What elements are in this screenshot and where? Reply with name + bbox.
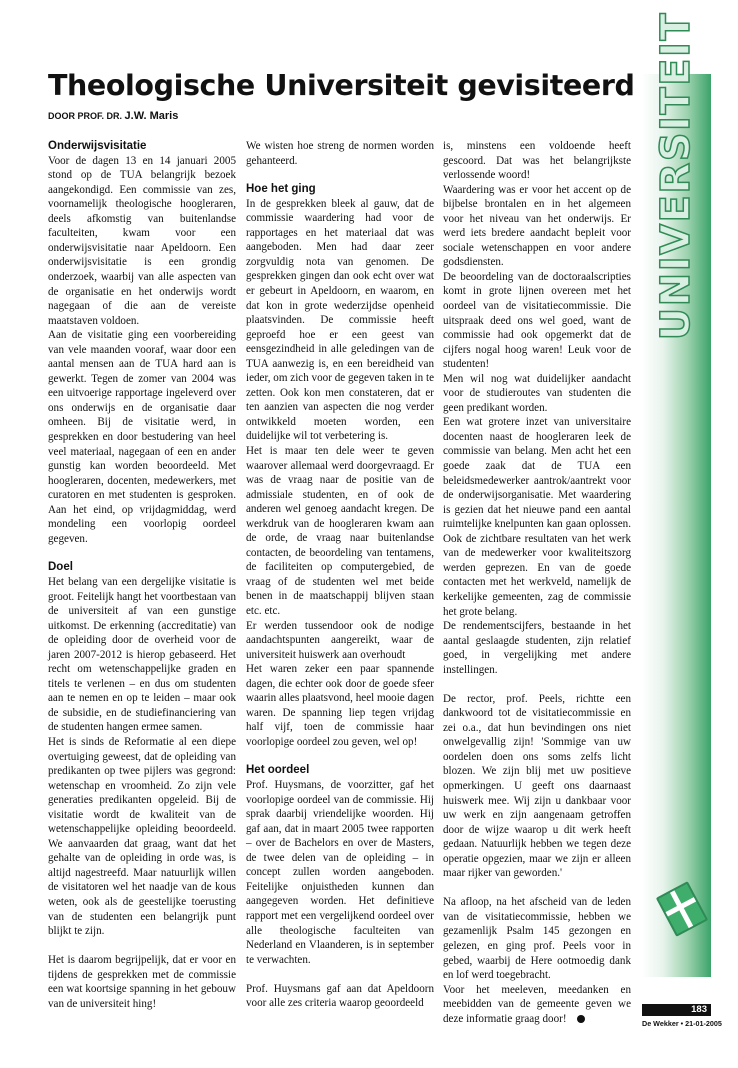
paragraph: Het is sinds de Reformatie al een diepe overtuiging geweest, dat de opleiding van predikanten op twee pijlers was gegrond: wetenschap en vroomheid. Zo zijn vele generaties predikanten opgeleid. Bij de visitatie wordt de kwaliteit van de wetenschappelijke opleiding beoordeeld. We aanvaarden dat graag, want dat het gehalte van de opleiding in orde was, is altijd nagestreefd. Maar natuurlijk willen de visitatoren wel het naadje van de kous weten, ook als de geestelijke toerusting van de studenten een belangrijk punt blijkt te zijn. <box>48 735 236 938</box>
paragraph: Het is daarom begrijpelijk, dat er voor en tijdens de gesprekken met de commissie een wat koortsige spanning in het gebouw van de universiteit hing! <box>48 954 236 1010</box>
paragraph: Prof. Huysmans gaf aan dat Apeldoorn voor alle zes criteria waarop geoordeeld <box>246 982 434 1010</box>
section-label-text: UNIVERSITEIT <box>653 11 699 341</box>
section-heading: Het oordeel <box>246 764 310 777</box>
section-heading: Doel <box>48 561 73 574</box>
paragraph: Het is maar ten dele weer te geven waarover allemaal werd doorgevraagd. Er was de vraag naar de positie van de admissiale studenten, en of ook de anderen wel genoeg aandacht kregen. De werkdruk van de hoogleraren kwam aan de orde, de vraag naar buitenlandse contacten, de beoordeling van tentamens, de faciliteiten op computergebied, de vraag of de studenten wel met beide benen in de maatschappij blijven staan etc. etc. <box>246 444 434 617</box>
bible-logo-icon <box>652 877 712 941</box>
section-heading: Onderwijsvisitatie <box>48 140 147 152</box>
paragraph: In de gesprekken bleek al gauw, dat de commissie waardering had voor de rapportages en het materiaal dat was aangeboden. Men had daar zeer zorgvuldig nota van genomen. De gesprekken gingen dan ook echt over wat er gebeurt in Apeldoorn, en waarom, en dat kon in grote wederzijdse openheid plaatsvinden. De commissie heeft geproefd hoe er een geest van eensgezindheid in alle geledingen van de TUA aanwezig is, en een bereidheid van ieder, om zich voor de gegeven taken in te zetten. Ook kon men constateren, dat er ten aanzien van aspecten die nog verder ontwikkeld moeten worden, een duidelijke wil tot verbetering is. <box>246 197 434 443</box>
byline <box>48 109 178 123</box>
paragraph: is, minstens een voldoende heeft gescoord. Dat was het belangrijkste verlossende woord! <box>443 140 631 182</box>
paragraph: Aan de visitatie ging een voorbereiding van vele maanden vooraf, waar door een aantal mensen aan de TUA hard aan is gewerkt. Tegen de zomer van 2004 was een uitvoerige rapportage ingeleverd over ons onderwijs en de organisatie daar omheen. Bij de visitatie werd, in gesprekken en door bestudering van heel veel materiaal, nagegaan of een en ander gunstig kan worden beoordeeld. Met hoogleraren, docenten, medewerkers, met curatoren en met studenten is gesproken. Aan het eind, op vrijdagmiddag, werd mondeling een voorlopig oordeel gegeven. <box>48 329 236 545</box>
column-1 <box>48 139 236 1011</box>
closing-paragraph <box>443 983 631 1027</box>
byline-author: J.W. Maris <box>124 110 179 122</box>
byline-prefix: DOOR PROF. DR. <box>48 111 123 121</box>
end-mark-icon <box>577 1015 585 1023</box>
paragraph: Er werden tussendoor ook de nodige aandachtspunten aangereikt, waar de universiteit huiswerk aan overhoudt <box>246 619 434 661</box>
column-3 <box>443 139 631 1026</box>
paragraph: Prof. Huysmans, de voorzitter, gaf het voorlopige oordeel van de commissie. Hij sprak daarbij vriendelijke woorden. Hij gaf aan, dat in maart 2005 twee rapporten – over de Bachelors en over de Masters, de twee delen van de opleiding – in concept zullen worden aangeboden. Feitelijke onjuistheden kunnen dan aangegeven worden. Het definitieve rapport met een vergelijkend oordeel over alle theologische faculteiten van Nederland en Vlaanderen, is in september te verwachten. <box>246 779 434 966</box>
paragraph: Na afloop, na het afscheid van de leden van de visitatiecommissie, hebben we gezamenlijk Psalm 145 gezongen en gelezen, en ging prof. Peels voor in gebed, waarbij de Here ootmoedig dank en lof werd toegebracht. <box>443 896 631 982</box>
paragraph: De beoordeling van de doctoraalscripties komt in grote lijnen overeen met het oordeel van de visitatiecommissie. Die uitspraak deed ons wel goed, want de commissie had ook opgemerkt dat de cijfers nogal hoog waren! Leuk voor de studenten! <box>443 270 631 371</box>
paragraph: Waardering was er voor het accent op de bijbelse brontalen en in het algemeen voor het niveau van het onderwijs. Er werd iets bredere aandacht bepleit voor sociale wetenschappen en voor andere godsdiensten. <box>443 183 631 269</box>
paragraph: Een wat grotere inzet van universitaire docenten naast de hoogleraren leek de commissie van belang. Men acht het een goede zaak dat de TUA een beleidsmedewerker aantrok/aantrekt voor de onderwijsorganisatie. Met waardering is gezien dat het nieuwe pand een aantal ruimtelijke knelpunten kan gaan oplossen. Ook de zichtbare resultaten van het werk van de medewerker voor kwaliteitszorg werden geprezen. En van de goede contacten met het werkveld, namelijk de kerkelijke gemeenten, zag de commissie het grote belang. <box>443 416 631 618</box>
footer-publication: De Wekker • 21-01-2005 <box>642 1019 722 1028</box>
article-title: Theologische Universiteit gevisiteerd <box>48 69 635 102</box>
page-number: 183 <box>691 1004 707 1015</box>
section-heading: Hoe het ging <box>246 183 316 196</box>
closing-text: Voor het meeleven, meedanken en meebidden van de gemeente geven we deze informatie graag door! <box>443 983 631 1025</box>
paragraph: We wisten hoe streng de normen worden gehanteerd. <box>246 140 434 167</box>
column-2 <box>246 139 434 1011</box>
paragraph: De rendementscijfers, bestaande in het aantal geslaagde studenten, zijn relatief goed, in vergelijking met andere instellingen. <box>443 620 631 676</box>
paragraph: Het waren zeker een paar spannende dagen, die echter ook door de goede sfeer waarin alles plaatsvond, heel mooie dagen waren. De spanning liep tegen vrijdag half vijf, toen de commissie haar voorlopige oordeel zou geven, wel op! <box>246 663 434 748</box>
paragraph: De rector, prof. Peels, richtte een dankwoord tot de visitatiecommissie en zei o.a., dat hun bevindingen ons niet onwelgevallig zijn! 'Sommige van uw oordelen doen ons soms zelfs licht blozen. We zijn blij met uw positieve opmerkingen. U geeft ons daarnaast huiswerk mee. Wij zijn u dankbaar voor uw werk en zijn aangenaam getroffen door de wijze waarop u dit werk heeft gedaan. Natuurlijk hebben we tegen deze operatie opgezien, maar we zijn er alleen maar rijker van geworden.' <box>443 692 631 880</box>
paragraph: Men wil nog wat duidelijker aandacht voor de studieroutes van studenten die geen predikant worden. <box>443 372 631 414</box>
paragraph: Het belang van een dergelijke visitatie is groot. Feitelijk hangt het voortbestaan van de universiteit af van een gunstige uitkomst. De erkenning (accreditatie) van de opleiding door de overheid voor de jaren 2007-2012 is hierop gebaseerd. Het recht om wetenschappelijke graden en titels te verlenen – en dus om studenten aan te nemen en op te leiden – maar ook de subsidie, en de studiefinanciering van de studenten hangen ermee samen. <box>48 575 236 734</box>
paragraph: Voor de dagen 13 en 14 januari 2005 stond op de TUA belangrijk bezoek aangekondigd. Een commissie van zes, voornamelijk theologische hoogleraren, deels afkomstig van buitenlandse faculteiten, kwam voor een onderwijsvisitatie naar Apeldoorn. Een onderwijsvisitatie is een grondig onderzoek, waarbij van alle aspecten van de organisatie en het onderwijs wordt nagegaan of die aan de vereiste maatstaven voldoen. <box>48 154 236 327</box>
page-number-bar <box>642 1004 711 1016</box>
